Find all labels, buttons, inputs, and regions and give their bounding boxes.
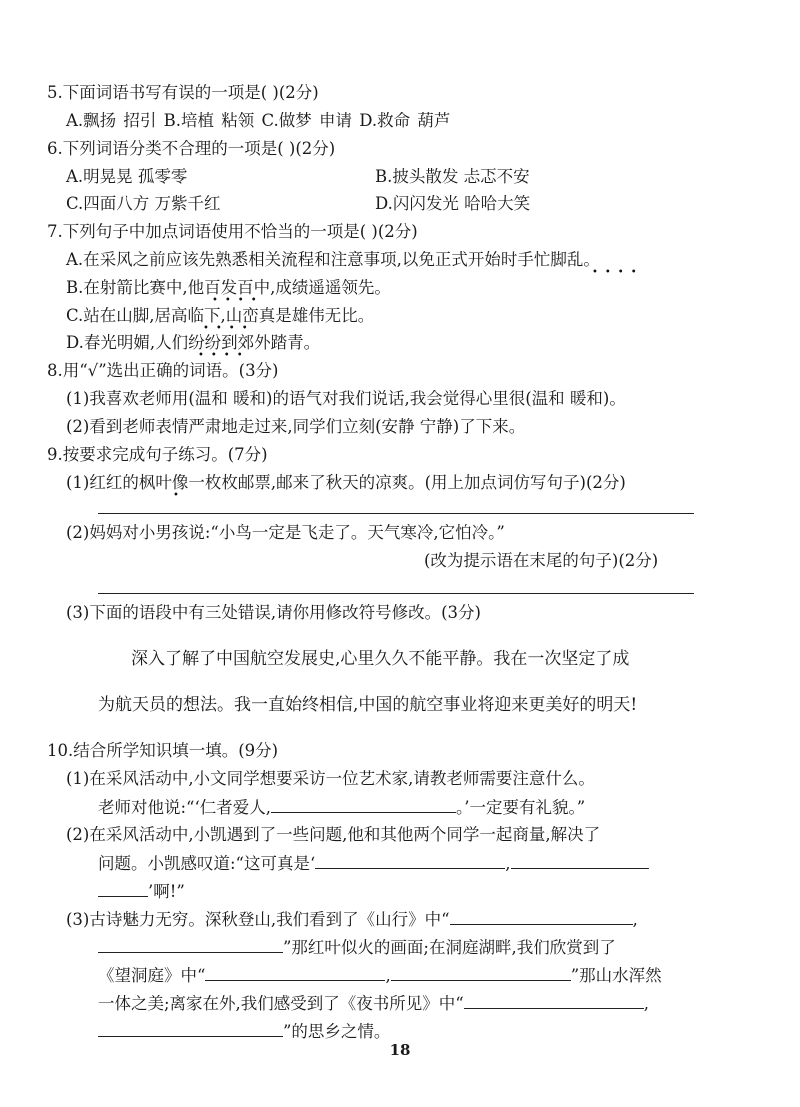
q10-item-2-line-2 bbox=[98, 852, 649, 875]
q9-paragraph-line-1: 深入了解了中国航空发展史,心里久久不能平静。我在一次坚定了成 bbox=[131, 649, 630, 669]
q6-stem: 6.下列词语分类不合理的一项是( )(2分) bbox=[47, 139, 336, 158]
fill-blank-3[interactable] bbox=[511, 852, 649, 869]
q10-item-3-text-4: ”那山水浑然 bbox=[570, 966, 662, 985]
q9-sentence-3: (3)下面的语段中有三处错误,请你用修改符号修改。(3分) bbox=[66, 603, 481, 622]
q10-item-1-prefix: 老师对他说:“‘仁者爱人, bbox=[98, 798, 271, 817]
answer-line-9-2[interactable] bbox=[98, 593, 694, 594]
fill-blank-4[interactable] bbox=[450, 908, 633, 925]
page-number: 18 bbox=[389, 1041, 411, 1059]
emphasis-dots-a: •••• bbox=[592, 267, 644, 278]
q9-sentence-1: (1)红红的枫叶像一枚枚邮票,邮来了秋天的凉爽。(用上加点词仿写句子)(2分) bbox=[66, 473, 626, 492]
q10-item-3-comma-1: , bbox=[632, 910, 638, 929]
q10-item-1-line-2 bbox=[98, 796, 585, 819]
fill-blank-1[interactable] bbox=[271, 796, 456, 813]
q9-sentence-2-requirement: (改为提示语在末尾的句子)(2分) bbox=[424, 551, 659, 570]
q10-item-2-line-3 bbox=[98, 880, 185, 903]
q10-item-1-line-1: (1)在采风活动中,小文同学想要采访一位艺术家,请教老师需要注意什么。 bbox=[66, 769, 595, 788]
q10-item-3-comma-3: , bbox=[643, 994, 649, 1013]
q9-paragraph-line-2: 为航天员的想法。我一直始终相信,中国的航空事业将迎来更美好的明天! bbox=[98, 695, 638, 715]
q6-option-d: D.闪闪发光 哈哈大笑 bbox=[375, 194, 531, 213]
q7-option-a: A.在采风之前应该先熟悉相关流程和注意事项,以免正式开始时手忙脚乱。 bbox=[66, 250, 600, 269]
q9-sentence-2: (2)妈妈对小男孩说:“小鸟一定是飞走了。天气寒冷,它怕冷。” bbox=[66, 523, 505, 542]
q10-item-3-text-3: 《望洞庭》中“ bbox=[98, 966, 206, 985]
fill-blank-8[interactable] bbox=[464, 992, 644, 1009]
q10-item-3-line-2 bbox=[98, 936, 616, 959]
q10-item-2-suffix: ’啊!” bbox=[148, 882, 185, 901]
fill-blank-2[interactable] bbox=[315, 852, 505, 869]
emphasis-dot-xiang: • bbox=[173, 490, 186, 501]
q6-option-a: A.明晃晃 孤零零 bbox=[66, 167, 188, 186]
emphasis-dots-d: •••• bbox=[198, 350, 250, 361]
fill-blank-6[interactable] bbox=[205, 964, 385, 981]
q8-stem: 8.用“√”选出正确的词语。(3分) bbox=[47, 361, 279, 380]
q9-stem: 9.按要求完成句子练习。(7分) bbox=[47, 445, 268, 464]
fill-blank-9[interactable] bbox=[98, 1020, 283, 1037]
fill-blank-3-cont[interactable] bbox=[98, 880, 148, 897]
q5-stem: 5.下面词语书写有误的一项是( )(2分) bbox=[47, 83, 319, 102]
q7-option-d: D.春光明媚,人们纷纷到郊外踏青。 bbox=[66, 333, 321, 352]
q10-item-3-text-5: 一体之美;离家在外,我们感受到了《夜书所见》中“ bbox=[98, 994, 464, 1013]
q10-item-3-comma-2: , bbox=[385, 966, 391, 985]
q10-item-3-text-6: ”的思乡之情。 bbox=[283, 1022, 391, 1041]
fill-blank-5[interactable] bbox=[98, 936, 283, 953]
q7-option-c: C.站在山脚,居高临下,山峦真是雄伟无比。 bbox=[66, 306, 375, 325]
q10-item-2-comma: , bbox=[505, 854, 511, 873]
q5-options: A.飘扬 招引 B.培植 粘领 C.做梦 申请 D.救命 葫芦 bbox=[66, 111, 451, 130]
q10-item-2-line-1: (2)在采风活动中,小凯遇到了一些问题,他和其他两个同学一起商量,解决了 bbox=[66, 825, 601, 844]
q10-item-3-line-4 bbox=[98, 992, 649, 1015]
q10-item-3-line-5 bbox=[98, 1020, 390, 1043]
q10-item-3-line-1 bbox=[66, 908, 638, 931]
fill-blank-7[interactable] bbox=[391, 964, 571, 981]
q10-stem: 10.结合所学知识填一填。(9分) bbox=[47, 741, 279, 760]
emphasis-dots-b: •••• bbox=[212, 295, 264, 306]
q8-sentence-2: (2)看到老师表情严肃地走过来,同学们立刻(安静 宁静)了下来。 bbox=[66, 417, 526, 436]
q10-item-2-prefix: 问题。小凯感叹道:“这可真是‘ bbox=[98, 854, 316, 873]
q7-option-b: B.在射箭比赛中,他百发百中,成绩遥遥领先。 bbox=[66, 278, 391, 297]
answer-line-9-1[interactable] bbox=[98, 513, 694, 514]
emphasis-dots-c: •••• bbox=[203, 323, 255, 334]
q10-item-3-prefix: (3)古诗魅力无穷。深秋登山,我们看到了《山行》中“ bbox=[66, 910, 450, 929]
q7-stem: 7.下列句子中加点词语使用不恰当的一项是( )(2分) bbox=[47, 222, 418, 241]
q6-option-b: B.披头散发 忐忑不安 bbox=[375, 167, 530, 186]
q6-option-c: C.四面八方 万紫千红 bbox=[66, 194, 221, 213]
q10-item-1-suffix: 。’一定要有礼貌。” bbox=[455, 798, 586, 817]
q8-sentence-1: (1)我喜欢老师用(温和 暖和)的语气对我们说话,我会觉得心里很(温和 暖和)。 bbox=[66, 389, 626, 408]
q10-item-3-line-3 bbox=[98, 964, 662, 987]
q10-item-3-text-2: ”那红叶似火的画面;在洞庭湖畔,我们欣赏到了 bbox=[283, 938, 616, 957]
